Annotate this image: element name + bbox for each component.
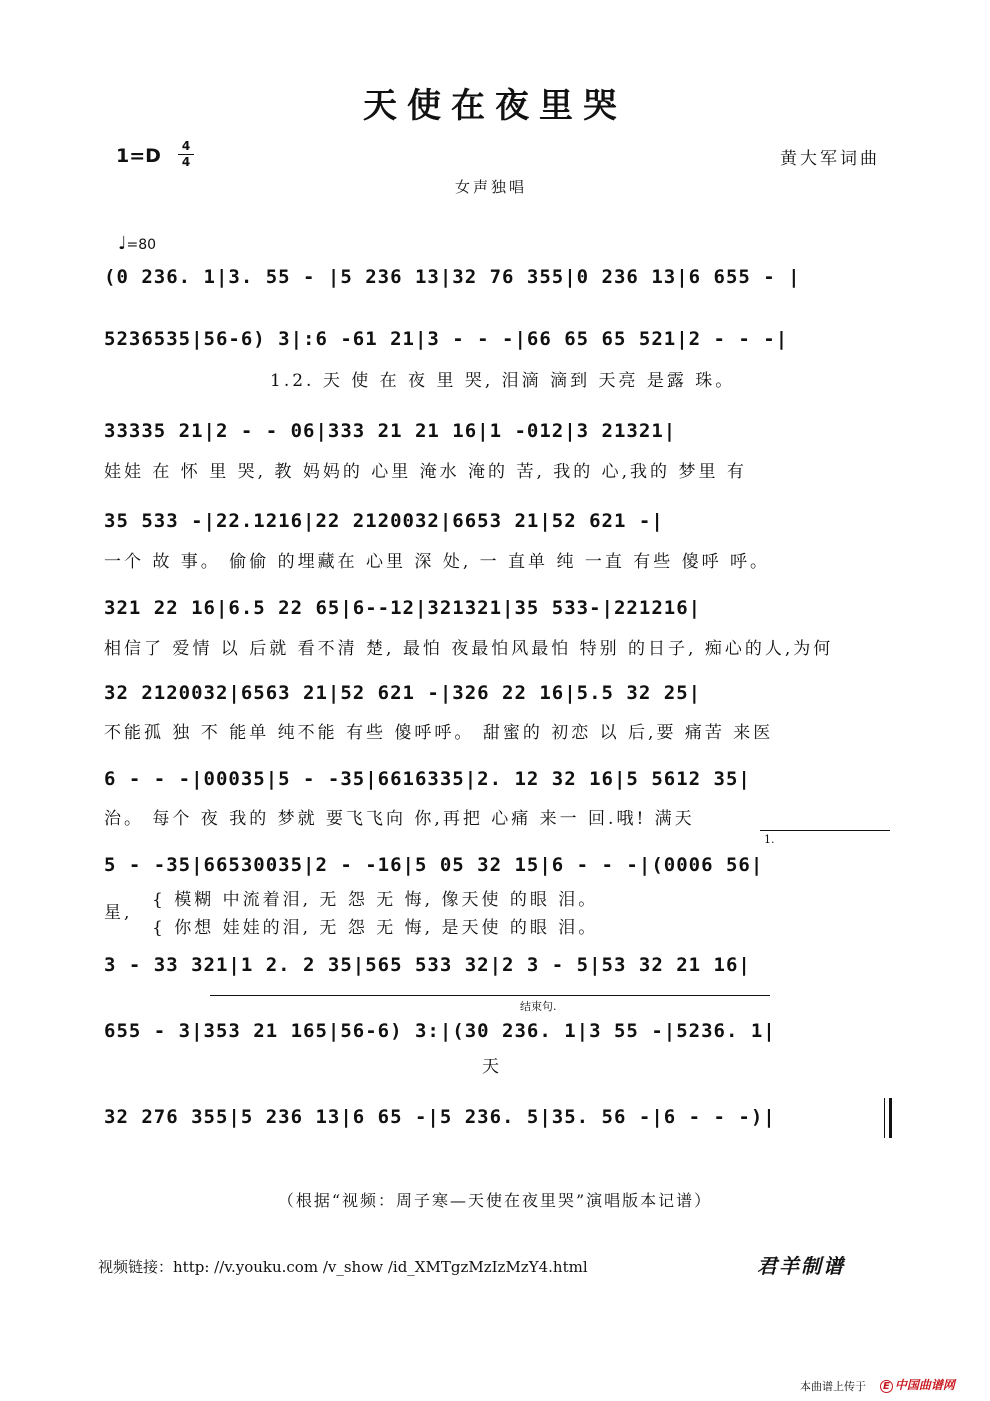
volta-bracket [760,830,890,831]
ending-label: 结束句. [520,1000,557,1013]
lyrics-line-8b: { 你想 娃娃的泪, 无 怨 无 悔, 是天使 的眼 泪。 [152,918,599,938]
notation-line-2: 5236535|56-6) 3|:6 -61 21|3 - - -|66 65 65 521|2 - - -| [104,328,789,350]
upload-text: 本曲谱上传于 [800,1380,866,1393]
site-logo-icon: E [880,1380,893,1393]
tempo-value: =80 [126,237,157,253]
lyrics-line-3: 娃娃 在 怀 里 哭, 教 妈妈的 心里 淹水 淹的 苦, 我的 心,我的 梦里 有 [104,462,747,482]
final-barline-thick [889,1098,892,1138]
lyrics-line-4: 一个 故 事。 偷偷 的埋藏在 心里 深 处, 一 直单 纯 一直 有些 傻呼 呼。 [104,552,771,572]
lyrics-line-10: 天 [482,1057,502,1077]
score-title: 天使在夜里哭 [363,86,627,126]
volta-first-label: 1. [764,833,775,846]
time-signature-bottom: 4 [181,155,191,169]
notation-line-6: 32 2120032|6563 21|52 621 -|326 22 16|5.5 32 25| [104,682,702,704]
key-signature: 1=D [116,145,161,167]
source-note: （根据“视频：周子寒—天使在夜里哭”演唱版本记谱） [277,1191,713,1210]
notation-line-9: 3 - 33 321|1 2. 2 35|565 533 32|2 3 - 5|53 32 21 16| [104,954,751,976]
final-barline-thin [884,1098,885,1138]
performance-subtitle: 女声独唱 [455,178,528,196]
composer-credit: 黄大军词曲 [780,149,880,169]
time-signature-top: 4 [181,139,191,153]
repeat-bracket [210,995,770,996]
video-link [98,1256,588,1277]
lyrics-line-8: 星, [104,903,133,923]
lyrics-line-6: 不能孤 独 不 能单 纯不能 有些 傻呼呼。 甜蜜的 初恋 以 后,要 痛苦 来医 [104,723,774,743]
video-link-url[interactable]: http: //v.youku.com /v_show /id_XMTgzMzIzMzY4.html [173,1258,588,1276]
notation-line-3: 33335 21|2 - - 06|333 21 21 16|1 -012|3 21321| [104,420,677,442]
time-signature [178,140,194,169]
lyrics-line-5: 相信了 爱情 以 后就 看不清 楚, 最怕 夜最怕风最怕 特别 的日子, 痴心的人,为何 [104,639,834,659]
lyrics-line-2: 1.2. 天 使 在 夜 里 哭, 泪滴 滴到 天亮 是露 珠。 [270,371,736,391]
lyrics-line-7: 治。 每个 夜 我的 梦就 要飞飞向 你,再把 心痛 来一 回.哦! 满天 [104,809,695,829]
site-logo[interactable] [880,1376,955,1393]
notation-line-8: 5 - -35|66530035|2 - -16|5 05 32 15|6 - - -|(0006 56| [104,854,764,876]
notation-line-11: 32 276 355|5 236 13|6 65 -|5 236. 5|35. 56 -|6 - - -)| [104,1106,776,1128]
tempo-marking [118,233,156,254]
notation-line-1: (0 236. 1|3. 55 - |5 236 13|32 76 355|0 236 13|6 655 - | [104,266,801,288]
notation-line-5: 321 22 16|6.5 22 65|6--12|321321|35 533-|221216| [104,597,702,619]
notation-line-4: 35 533 -|22.1216|22 2120032|6653 21|52 621 -| [104,510,664,532]
site-logo-text: 中国曲谱网 [894,1378,955,1392]
notation-line-7: 6 - - -|00035|5 - -35|6616335|2. 12 32 16|5 5612 35| [104,768,751,790]
quarter-note-icon: ♩ [118,233,127,254]
transcriber-signature: 君羊制谱 [757,1254,845,1278]
video-link-label: 视频链接： [98,1258,174,1276]
notation-line-10: 655 - 3|353 21 165|56-6) 3:|(30 236. 1|3 55 -|5236. 1| [104,1020,776,1042]
lyrics-line-8a: { 模糊 中流着泪, 无 怨 无 悔, 像天使 的眼 泪。 [152,890,599,910]
